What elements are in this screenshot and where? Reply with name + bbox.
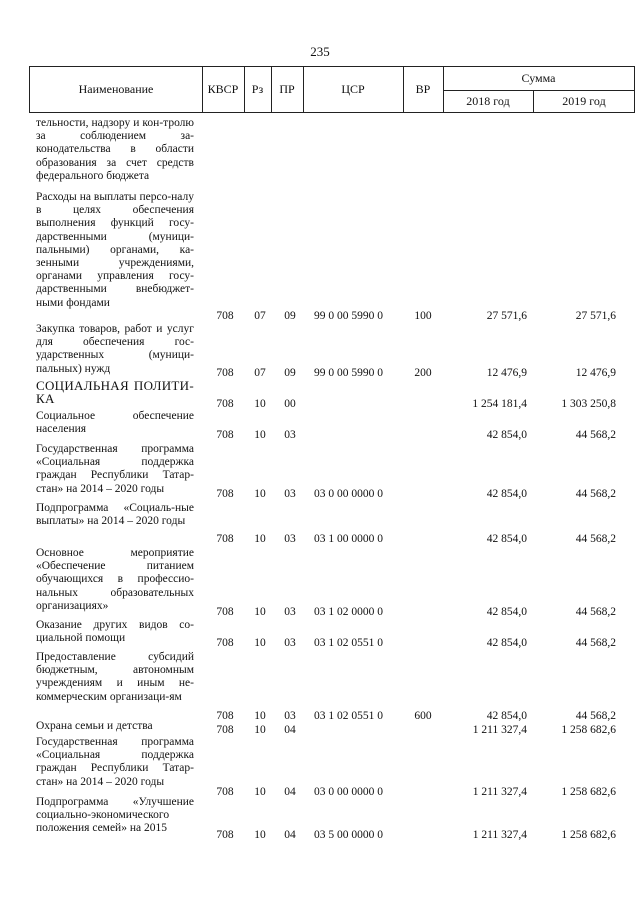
cell-rz: 10 xyxy=(254,606,266,618)
cell-kvsr: 708 xyxy=(216,829,234,841)
cell-y2019: 27 571,6 xyxy=(575,310,616,322)
cell-pr: 03 xyxy=(284,429,296,441)
cell-kvsr: 708 xyxy=(216,724,234,736)
header-rz: Рз xyxy=(244,67,272,112)
cell-kvsr: 708 xyxy=(216,488,234,500)
cell-pr: 03 xyxy=(284,606,296,618)
header-pr: ПР xyxy=(271,67,304,112)
row-name: Подпрограмма «Улучшение социально-экономического положения семей» на 2015 xyxy=(36,796,194,835)
table-row xyxy=(0,410,640,441)
table-row xyxy=(0,502,640,544)
cell-kvsr: 708 xyxy=(216,367,234,379)
cell-vr: 600 xyxy=(414,710,432,722)
cell-csr: 03 1 02 0551 0 xyxy=(314,637,383,649)
table-row xyxy=(0,796,640,842)
header-kvsr: КВСР xyxy=(202,67,245,112)
cell-rz: 10 xyxy=(254,429,266,441)
cell-y2019: 44 568,2 xyxy=(575,606,616,618)
cell-y2018: 1 211 327,4 xyxy=(472,786,527,798)
row-name: СОЦИАЛЬНАЯ ПОЛИТИ-КА xyxy=(36,378,194,407)
cell-csr: 99 0 00 5990 0 xyxy=(314,310,383,322)
cell-pr: 04 xyxy=(284,724,296,736)
cell-rz: 10 xyxy=(254,398,266,410)
cell-y2019: 1 258 682,6 xyxy=(561,829,616,841)
cell-kvsr: 708 xyxy=(216,637,234,649)
cell-y2018: 42 854,0 xyxy=(486,606,527,618)
cell-rz: 10 xyxy=(254,637,266,649)
table-header xyxy=(29,66,635,113)
cell-y2018: 1 211 327,4 xyxy=(472,829,527,841)
cell-y2019: 12 476,9 xyxy=(575,367,616,379)
row-name: Социальное обеспечение населения xyxy=(36,410,194,436)
cell-y2018: 42 854,0 xyxy=(486,637,527,649)
cell-y2018: 1 254 181,4 xyxy=(472,398,527,410)
cell-y2018: 42 854,0 xyxy=(486,429,527,441)
cell-pr: 09 xyxy=(284,310,296,322)
cell-kvsr: 708 xyxy=(216,710,234,722)
cell-pr: 03 xyxy=(284,637,296,649)
header-csr: ЦСР xyxy=(303,67,404,112)
cell-pr: 03 xyxy=(284,533,296,545)
row-name: Расходы на выплаты персо-налу в целях обеспечения выполнения функций госу-дарственными (муници-пальными) органами, ка-зенными учреждениями, органами управления госу-дарственными внебюджет-ными фондами xyxy=(36,191,194,309)
cell-csr: 03 0 00 0000 0 xyxy=(314,488,383,500)
cell-kvsr: 708 xyxy=(216,310,234,322)
table-row xyxy=(0,547,640,618)
cell-pr: 04 xyxy=(284,829,296,841)
cell-csr: 99 0 00 5990 0 xyxy=(314,367,383,379)
cell-rz: 10 xyxy=(254,829,266,841)
cell-y2019: 1 258 682,6 xyxy=(561,786,616,798)
cell-csr: 03 1 02 0000 0 xyxy=(314,606,383,618)
cell-csr: 03 1 00 0000 0 xyxy=(314,533,383,545)
table-row xyxy=(0,619,640,647)
cell-y2018: 42 854,0 xyxy=(486,710,527,722)
cell-csr: 03 1 02 0551 0 xyxy=(314,710,383,722)
cell-y2018: 1 211 327,4 xyxy=(472,724,527,736)
cell-y2019: 44 568,2 xyxy=(575,533,616,545)
row-name: Оказание других видов со-циальной помощи xyxy=(36,619,194,645)
cell-vr: 200 xyxy=(414,367,432,379)
table-row xyxy=(0,720,640,734)
header-2019: 2019 год xyxy=(562,93,606,108)
cell-y2018: 27 571,6 xyxy=(486,310,527,322)
header-sum: Сумма xyxy=(443,67,634,91)
row-name: Основное мероприятие «Обеспечение питанием обучающихся в профессио-нальных образовательных организациях» xyxy=(36,547,194,612)
cell-rz: 10 xyxy=(254,488,266,500)
cell-y2019: 44 568,2 xyxy=(575,710,616,722)
table-row xyxy=(0,443,640,499)
table-row xyxy=(0,736,640,798)
cell-y2018: 42 854,0 xyxy=(486,533,527,545)
cell-pr: 09 xyxy=(284,367,296,379)
cell-kvsr: 708 xyxy=(216,398,234,410)
page-number: 235 xyxy=(310,44,330,59)
cell-y2019: 44 568,2 xyxy=(575,429,616,441)
row-name: Закупка товаров, работ и услуг для обеспечения гос-ударственных (муници-пальных) нужд xyxy=(36,323,194,375)
cell-kvsr: 708 xyxy=(216,786,234,798)
table-row xyxy=(0,117,640,189)
table-row xyxy=(0,323,640,379)
cell-csr: 03 5 00 0000 0 xyxy=(314,829,383,841)
cell-y2019: 1 303 250,8 xyxy=(561,398,616,410)
header-name: Наименование xyxy=(30,67,203,112)
row-name: Подпрограмма «Социаль-ные выплаты» на 2014 – 2020 годы xyxy=(36,502,194,528)
cell-rz: 10 xyxy=(254,710,266,722)
cell-pr: 03 xyxy=(284,488,296,500)
table-row xyxy=(0,378,640,410)
cell-pr: 04 xyxy=(284,786,296,798)
row-name: Предоставление субсидий бюджетным, автономным учреждениям и иным не-коммерческим организаци-ям xyxy=(36,651,194,703)
cell-vr: 100 xyxy=(414,310,432,322)
cell-kvsr: 708 xyxy=(216,606,234,618)
cell-y2019: 44 568,2 xyxy=(575,488,616,500)
cell-y2018: 12 476,9 xyxy=(486,367,527,379)
cell-pr: 03 xyxy=(284,710,296,722)
cell-y2019: 1 258 682,6 xyxy=(561,724,616,736)
header-vr: ВР xyxy=(403,67,444,112)
header-2018: 2018 год xyxy=(443,90,534,112)
cell-rz: 07 xyxy=(254,310,266,322)
row-name: Государственная программа «Социальная поддержка граждан Республики Татар-стан» на 2014 – 2020 годы xyxy=(36,443,194,495)
row-name: тельности, надзору и кон-тролю за соблюдением за-конодательства в области образования за счет средств федерального бюджета xyxy=(36,117,194,182)
cell-csr: 03 0 00 0000 0 xyxy=(314,786,383,798)
cell-rz: 10 xyxy=(254,786,266,798)
cell-y2019: 44 568,2 xyxy=(575,637,616,649)
row-name: Государственная программа «Социальная поддержка граждан Республики Татар-стан» на 2014 – 2020 годы xyxy=(36,736,194,788)
cell-rz: 10 xyxy=(254,724,266,736)
cell-pr: 00 xyxy=(284,398,296,410)
table-row xyxy=(0,191,640,321)
cell-rz: 10 xyxy=(254,533,266,545)
cell-kvsr: 708 xyxy=(216,533,234,545)
cell-y2018: 42 854,0 xyxy=(486,488,527,500)
table-row xyxy=(0,651,640,722)
row-name: Охрана семьи и детства xyxy=(36,720,153,732)
cell-rz: 07 xyxy=(254,367,266,379)
cell-kvsr: 708 xyxy=(216,429,234,441)
